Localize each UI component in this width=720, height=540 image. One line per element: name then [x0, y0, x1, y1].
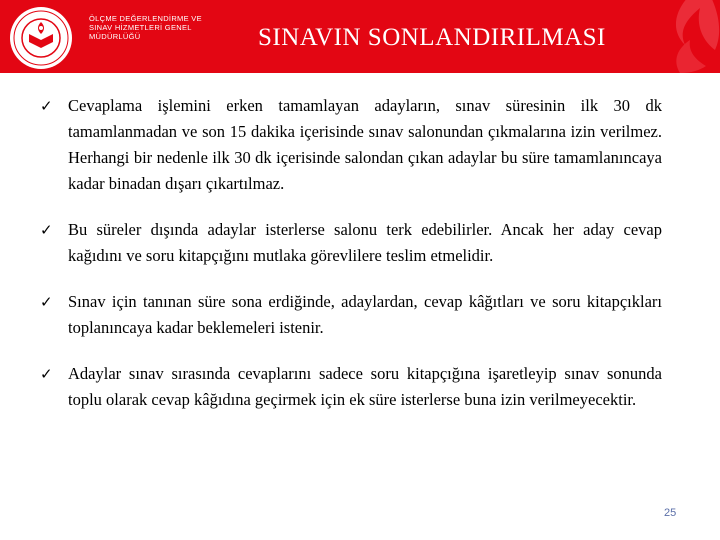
list-item	[40, 361, 662, 413]
list-item	[40, 93, 662, 197]
page-number: 25	[664, 507, 677, 519]
flame-decoration-icon	[630, 0, 720, 73]
organization-name	[89, 14, 202, 41]
bullet-list	[40, 93, 662, 413]
list-item-text: Bu süreler dışında adaylar isterlerse salonu terk edebilirler. Ancak her aday cevap kağıdını ve soru kitapçığını mutlaka görevlilere teslim etmelidir.	[68, 220, 662, 265]
list-item-text: Sınav için tanınan süre sona erdiğinde, adaylardan, cevap kâğıtları ve soru kitapçıkları toplanıncaya kadar beklemeleri istenir.	[68, 292, 662, 337]
org-line: SINAV HİZMETLERİ GENEL	[89, 23, 192, 32]
list-item-text: Cevaplama işlemini erken tamamlayan adayların, sınav süresinin ilk 30 dk tamamlanmadan ve son 15 dakika içerisinde sınav salonundan çıkmalarına izin verilmez. Herhangi bir nedenle ilk 30 dk içerisinde salondan çıkan adaylar bu süre tamamlanıncaya kadar binadan dışarı çıkartılmaz.	[68, 96, 662, 193]
checkmark-icon: ✓	[40, 221, 53, 239]
org-line: MÜDÜRLÜĞÜ	[89, 32, 141, 41]
checkmark-icon: ✓	[40, 293, 53, 311]
slide-title: SINAVIN SONLANDIRILMASI	[258, 24, 606, 51]
org-line: ÖLÇME DEĞERLENDİRME VE	[89, 14, 202, 23]
checkmark-icon: ✓	[40, 97, 53, 115]
header-banner	[0, 0, 720, 73]
list-item-text: Adaylar sınav sırasında cevaplarını sadece soru kitapçığına işaretleyip sınav sonunda toplu olarak cevap kâğıdına geçirmek için ek süre isterlerse buna izin verilmeyecektir.	[68, 364, 662, 409]
checkmark-icon: ✓	[40, 365, 53, 383]
list-item	[40, 217, 662, 269]
ministry-logo-icon	[9, 6, 73, 70]
list-item	[40, 289, 662, 341]
